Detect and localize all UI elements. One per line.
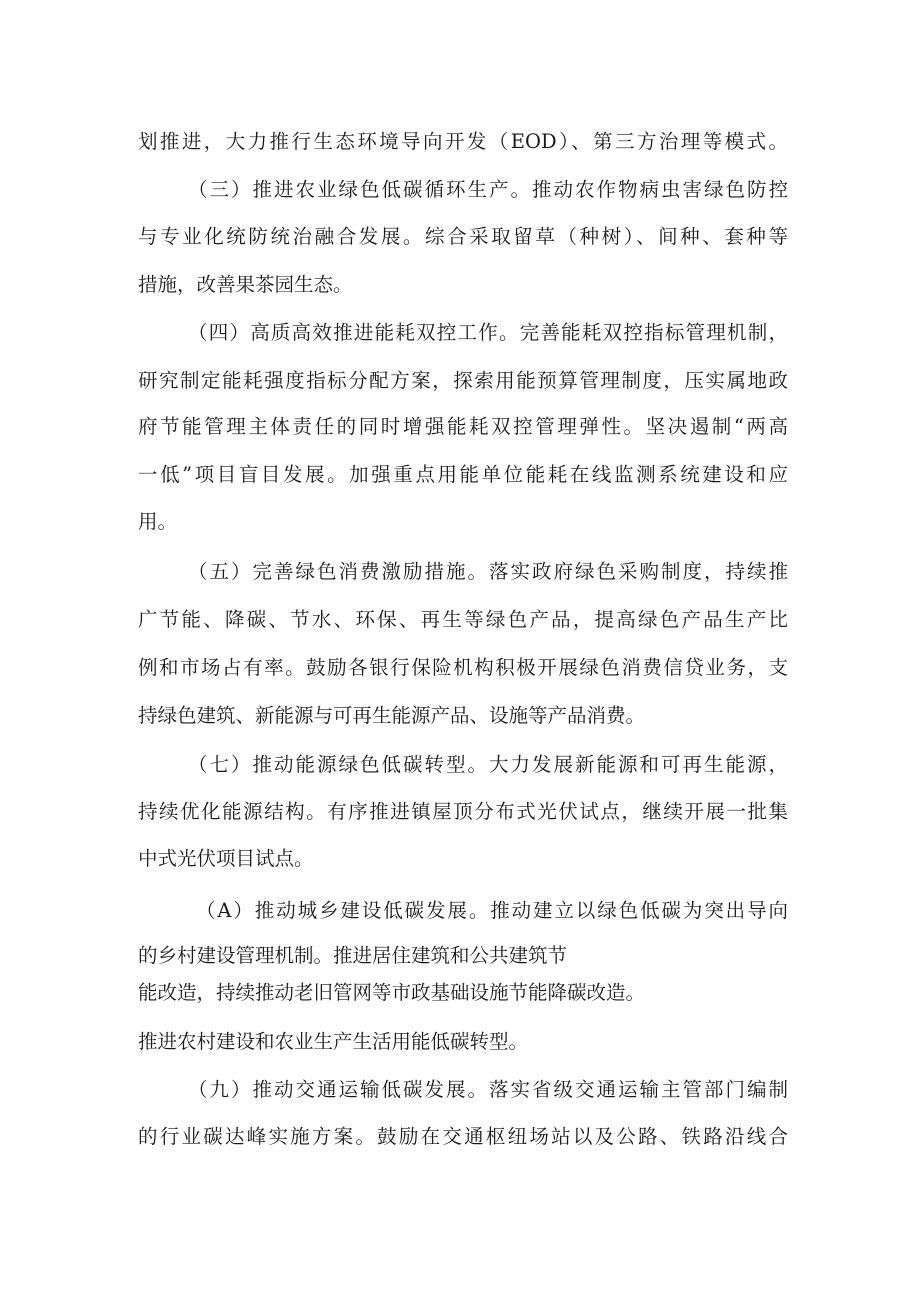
text-line: 推进农村建设和农业生产生活用能低碳转型。 <box>138 1030 529 1053</box>
text-line: （四）高质高效推进能耗双控工作。完善能耗双控指标管理机制， <box>188 321 788 344</box>
text-line: 用。 <box>138 510 178 533</box>
text-line: （七）推动能源绿色低碳转型。大力发展新能源和可再生能源， <box>188 753 788 776</box>
text-line: （九）推动交通运输低碳发展。落实省级交通运输主管部门编制 <box>188 1078 788 1101</box>
text-line: （三）推进农业绿色低碳循环生产。推动农作物病虫害绿色防控 <box>188 178 788 201</box>
text-line: 府节能管理主体责任的同时增强能耗双控管理弹性。坚决遏制“两高 <box>138 415 788 438</box>
text-line: 划推进，大力推行生态环境导向开发（EOD）、第三方治理等模式。 <box>138 130 788 153</box>
text-line: 措施，改善果茶园生态。 <box>138 273 353 296</box>
text-line: 广节能、降碳、节水、环保、再生等绿色产品，提高绿色产品生产比 <box>138 608 788 631</box>
text-line: 的行业碳达峰实施方案。鼓励在交通枢纽场站以及公路、铁路沿线合 <box>138 1125 788 1148</box>
text-line: 持续优化能源结构。有序推进镇屋顶分布式光伏试点，继续开展一批集 <box>138 800 788 823</box>
text-line: （五）完善绿色消费激励措施。落实政府绿色采购制度，持续推 <box>188 560 788 583</box>
text-line: 能改造，持续推动老旧管网等市政基础设施节能降碳改造。 <box>138 981 646 1004</box>
text-line: 与专业化统防统治融合发展。综合采取留草（种树）、间种、套种等 <box>138 225 788 248</box>
text-line: 研究制定能耗强度指标分配方案，探索用能预算管理制度，压实属地政 <box>138 369 788 392</box>
text-line: 中式光伏项目试点。 <box>138 847 314 870</box>
text-line: 的乡村建设管理机制。推进居住建筑和公共建筑节 <box>138 944 568 967</box>
text-line: 持绿色建筑、新能源与可再生能源产品、设施等产品消费。 <box>138 704 646 727</box>
text-line: 例和市场占有率。鼓励各银行保险机构积极开展绿色消费信贷业务，支 <box>138 656 788 679</box>
text-line: 一低”项目盲目发展。加强重点用能单位能耗在线监测系统建设和应 <box>138 463 788 486</box>
text-line: （A）推动城乡建设低碳发展。推动建立以绿色低碳为突出导向 <box>196 899 788 922</box>
